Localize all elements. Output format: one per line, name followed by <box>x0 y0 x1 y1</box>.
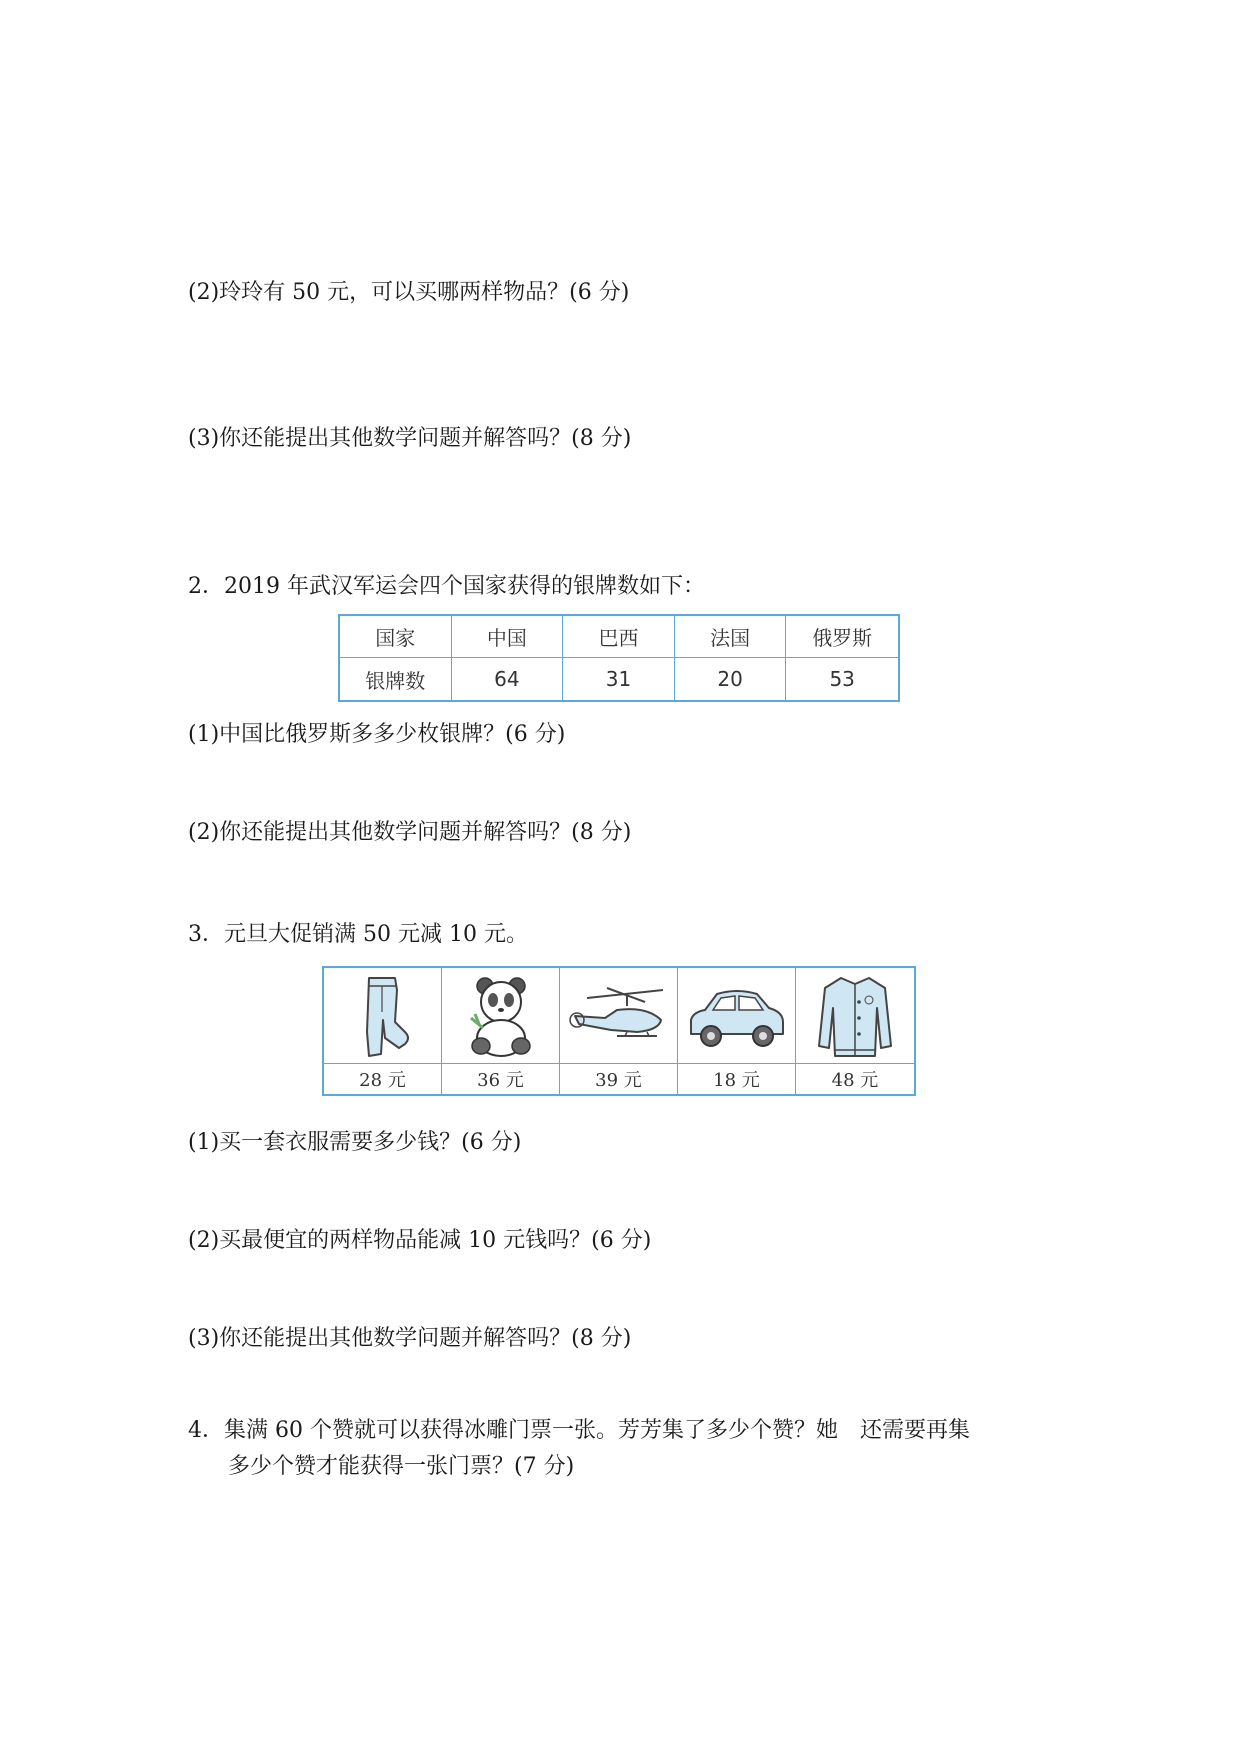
price-label: 48 元 <box>831 1070 879 1091</box>
table-header-cell: 中国 <box>452 616 564 658</box>
price-label: 39 元 <box>595 1070 642 1091</box>
price-label: 28 元 <box>359 1070 406 1091</box>
car-icon <box>685 976 789 1056</box>
product-price-table <box>322 966 916 1096</box>
product-helicopter <box>560 968 678 1094</box>
q3-title: 3．元旦大促销满 50 元减 10 元。 <box>188 922 528 947</box>
product-car <box>678 968 796 1094</box>
table-header-cell: 国家 <box>340 616 452 658</box>
table-header-cell: 巴西 <box>563 616 675 658</box>
silver-medal-table <box>338 614 900 702</box>
product-panda <box>442 968 560 1094</box>
product-pants <box>324 968 442 1094</box>
q3-part2: (2)买最便宜的两样物品能减 10 元钱吗？(6 分) <box>188 1228 652 1253</box>
q1-part3: (3)你还能提出其他数学问题并解答吗？(8 分) <box>188 426 632 451</box>
q2-part1: (1)中国比俄罗斯多多少枚银牌？(6 分) <box>188 722 566 747</box>
table-cell: 53 <box>829 667 855 691</box>
table-cell: 31 <box>563 658 675 700</box>
q3-part3: (3)你还能提出其他数学问题并解答吗？(8 分) <box>188 1326 632 1351</box>
price-label: 36 元 <box>477 1070 524 1091</box>
q3-part1: (1)买一套衣服需要多少钱？(6 分) <box>188 1130 522 1155</box>
panda-toy-icon <box>461 972 541 1060</box>
table-cell: 银牌数 <box>340 658 452 700</box>
table-cell: 64 <box>452 658 564 700</box>
table-cell: 20 <box>675 658 787 700</box>
q2-title: 2．2019 年武汉军运会四个国家获得的银牌数如下： <box>188 574 705 599</box>
helicopter-icon <box>567 976 671 1056</box>
q1-part2: (2)玲玲有 50 元，可以买哪两样物品？(6 分) <box>188 280 630 305</box>
jacket-icon <box>813 972 897 1060</box>
q4-line2: 多少个赞才能获得一张门票？(7 分) <box>228 1454 575 1479</box>
price-label: 18 元 <box>713 1070 760 1091</box>
q4-line1: 4．集满 60 个赞就可以获得冰雕门票一张。芳芳集了多少个赞？她 还需要再集 <box>188 1418 970 1443</box>
table-header-cell: 俄罗斯 <box>786 616 898 658</box>
table-header-cell: 法国 <box>675 616 787 658</box>
q2-part2: (2)你还能提出其他数学问题并解答吗？(8 分) <box>188 820 632 845</box>
product-jacket <box>796 968 914 1094</box>
pants-icon <box>343 972 423 1060</box>
